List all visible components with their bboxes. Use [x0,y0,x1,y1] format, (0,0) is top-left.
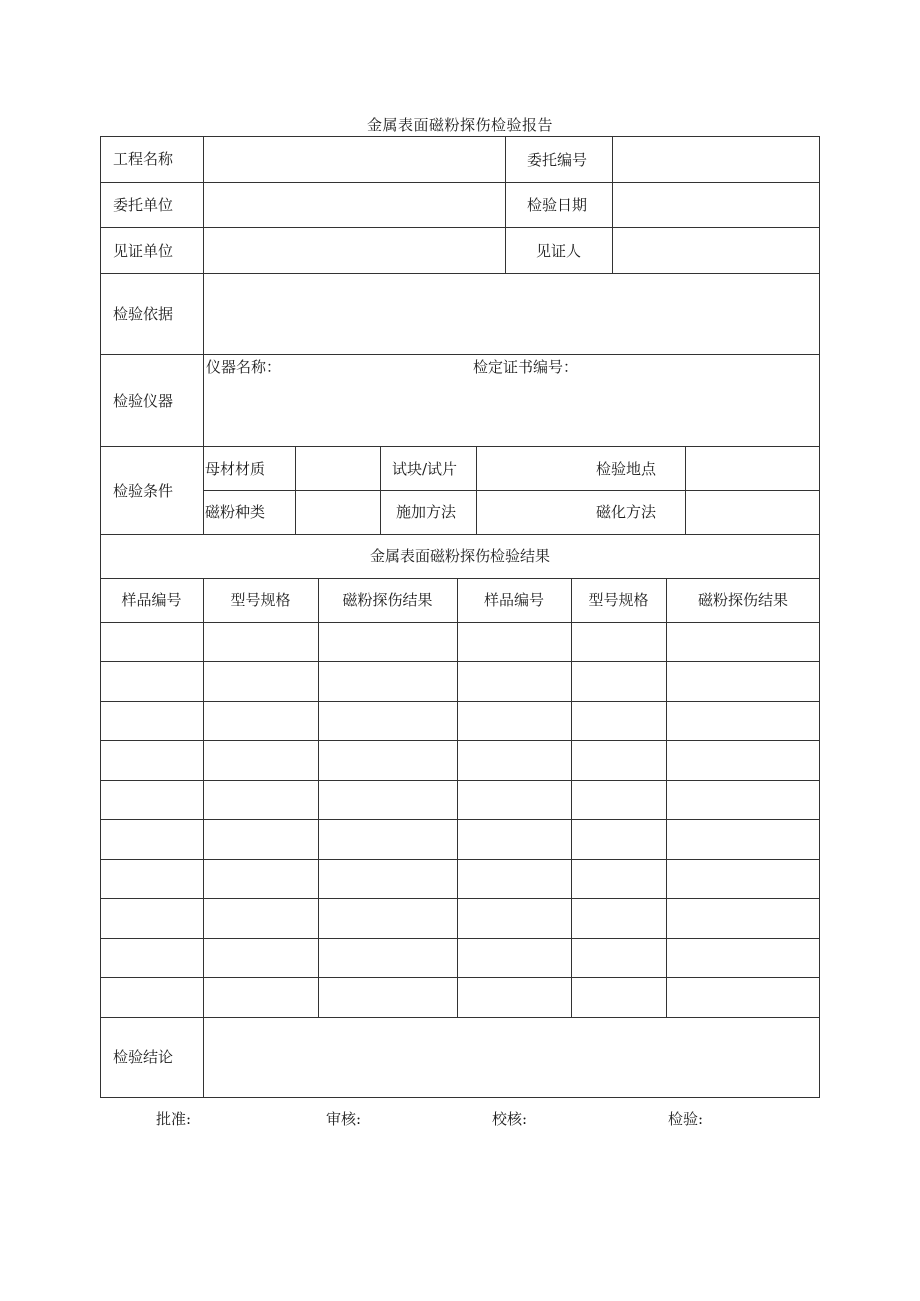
basis-label: 检验依据 [113,305,174,323]
results-section-title: 金属表面磁粉探伤检验结果 [369,547,550,565]
column-header: 样品编号 [483,591,544,609]
row-divider [100,534,820,535]
col-divider [685,446,686,534]
row-divider [100,578,820,579]
review-label: 审核: [326,1110,362,1128]
col-divider [571,578,572,1017]
col-divider [666,578,667,1017]
inspect-label: 检验: [668,1110,704,1128]
commission-no-label: 委托编号 [527,151,588,169]
col-divider [457,578,458,1017]
col-divider [612,136,613,273]
instrument-name-label: 仪器名称： [206,358,282,376]
location-label: 检验地点 [596,460,657,478]
col-divider [505,136,506,273]
conclusion-label: 检验结论 [113,1048,174,1066]
report-title: 金属表面磁粉探伤检验报告 [366,116,553,134]
column-header: 型号规格 [588,591,649,609]
col-divider [476,446,477,534]
powder-type-label: 磁粉种类 [205,503,266,521]
column-header: 磁粉探伤结果 [697,591,788,609]
apply-method-label: 施加方法 [396,503,457,521]
test-block-label: 试块/试片 [392,460,458,478]
row-divider [100,273,820,274]
approve-label: 批准: [156,1110,192,1128]
row-divider [100,661,820,662]
witness-unit-label: 见证单位 [113,242,174,260]
magnetize-method-label: 磁化方法 [596,503,657,521]
instrument-label: 检验仪器 [113,392,174,410]
test-date-label: 检验日期 [527,196,588,214]
row-divider [100,182,820,183]
row-divider [100,780,820,781]
col-divider [203,578,204,1098]
row-divider [100,354,820,355]
row-divider [100,898,820,899]
row-divider [100,938,820,939]
row-divider [100,740,820,741]
row-divider [100,859,820,860]
conditions-label: 检验条件 [113,482,174,500]
row-divider [100,227,820,228]
row-divider [100,701,820,702]
row-divider [100,622,820,623]
row-divider [100,819,820,820]
row-divider [100,446,820,447]
cert-no-label: 检定证书编号： [473,358,579,376]
col-divider [380,446,381,534]
column-header: 型号规格 [230,591,291,609]
column-header: 磁粉探伤结果 [342,591,433,609]
col-divider [318,578,319,1017]
client-label: 委托单位 [113,196,174,214]
column-header: 样品编号 [121,591,182,609]
col-divider [203,136,204,534]
check-label: 校核: [492,1110,528,1128]
row-divider [100,1017,820,1018]
base-material-label: 母材材质 [205,460,266,478]
row-divider [100,977,820,978]
project-name-label: 工程名称 [113,150,174,168]
report-table [100,136,820,1098]
witness-label: 见证人 [536,242,582,260]
col-divider [295,446,296,534]
